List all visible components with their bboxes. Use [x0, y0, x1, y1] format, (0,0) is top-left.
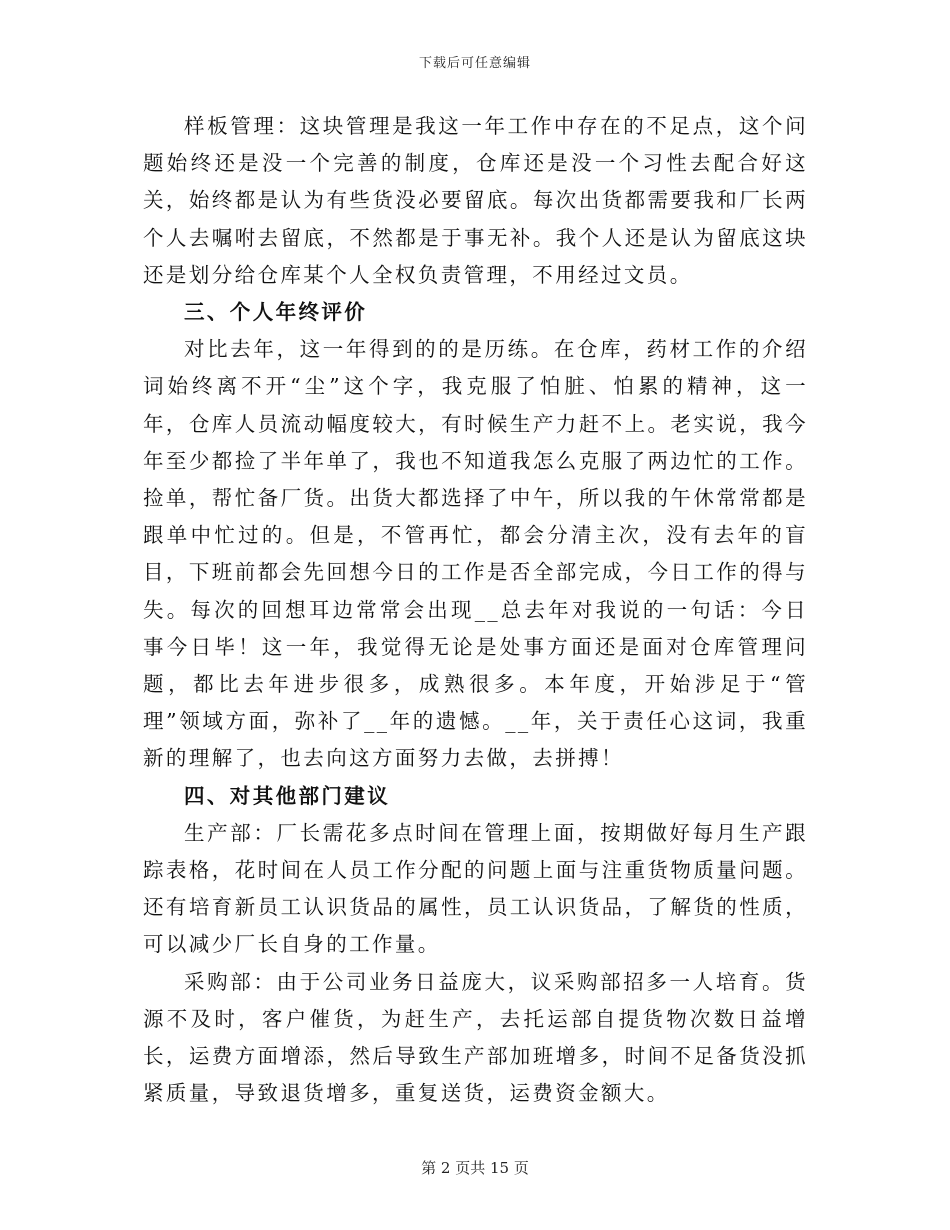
- document-body: [143, 108, 808, 1112]
- paragraph-purchasing-department: 采购部：由于公司业务日益庞大，议采购部招多一人培育。货源不及时，客户催货，为赶生产，去托运部自提货物次数日益增长，运费方面增添，然后导致生产部加班增多，时间不足备货没抓紧质量，导致退货增多，重复送货，运费资金额大。: [143, 969, 808, 1106]
- section-heading-department-suggestions: 四、对其他部门建议: [184, 783, 391, 808]
- paragraph-sample-management: 样板管理：这块管理是我这一年工作中存在的不足点，这个问题始终还是没一个完善的制度，仓库还是没一个习性去配合好这关，始终都是认为有些货没必要留底。每次出货都需要我和厂长两个人去嘱咐去留底，不然都是于事无补。我个人还是认为留底这块还是划分给仓库某个人全权负责管理，不用经过文员。: [143, 114, 808, 287]
- paragraph-production-department: 生产部：厂长需花多点时间在管理上面，按期做好每月生产跟踪表格，花时间在人员工作分配的问题上面与注重货物质量问题。还有培育新员工认识货品的属性，员工认识货品，了解货的性质，可以减少厂长自身的工作量。: [143, 820, 808, 957]
- paragraph-annual-evaluation: 对比去年，这一年得到的的是历练。在仓库，药材工作的介绍词始终离不开“尘”这个字，我克服了怕脏、怕累的精神，这一年，仓库人员流动幅度较大，有时候生产力赶不上。老实说，我今年至少都捡了半年单了，我也不知道我怎么克服了两边忙的工作。捡单，帮忙备厂货。出货大都选择了中午，所以我的午休常常都是跟单中忙过的。但是，不管再忙，都会分清主次，没有去年的盲目，下班前都会先回想今日的工作是否全部完成，今日工作的得与失。每次的回想耳边常常会出现__总去年对我说的一句话：今日事今日毕！这一年，我觉得无论是处事方面还是面对仓库管理问题，都比去年进步很多，成熟很多。本年度，开始涉足于“管理”领域方面，弥补了__年的遗憾。__年，关于责任心这词，我重新的理解了，也去向这方面努力去做，去拼搏！: [143, 337, 808, 771]
- page-footer: 第 2 页共 15 页: [421, 1159, 529, 1177]
- section-heading-annual-evaluation: 三、个人年终评价: [184, 300, 368, 325]
- page-header: 下载后可任意编辑: [418, 56, 531, 71]
